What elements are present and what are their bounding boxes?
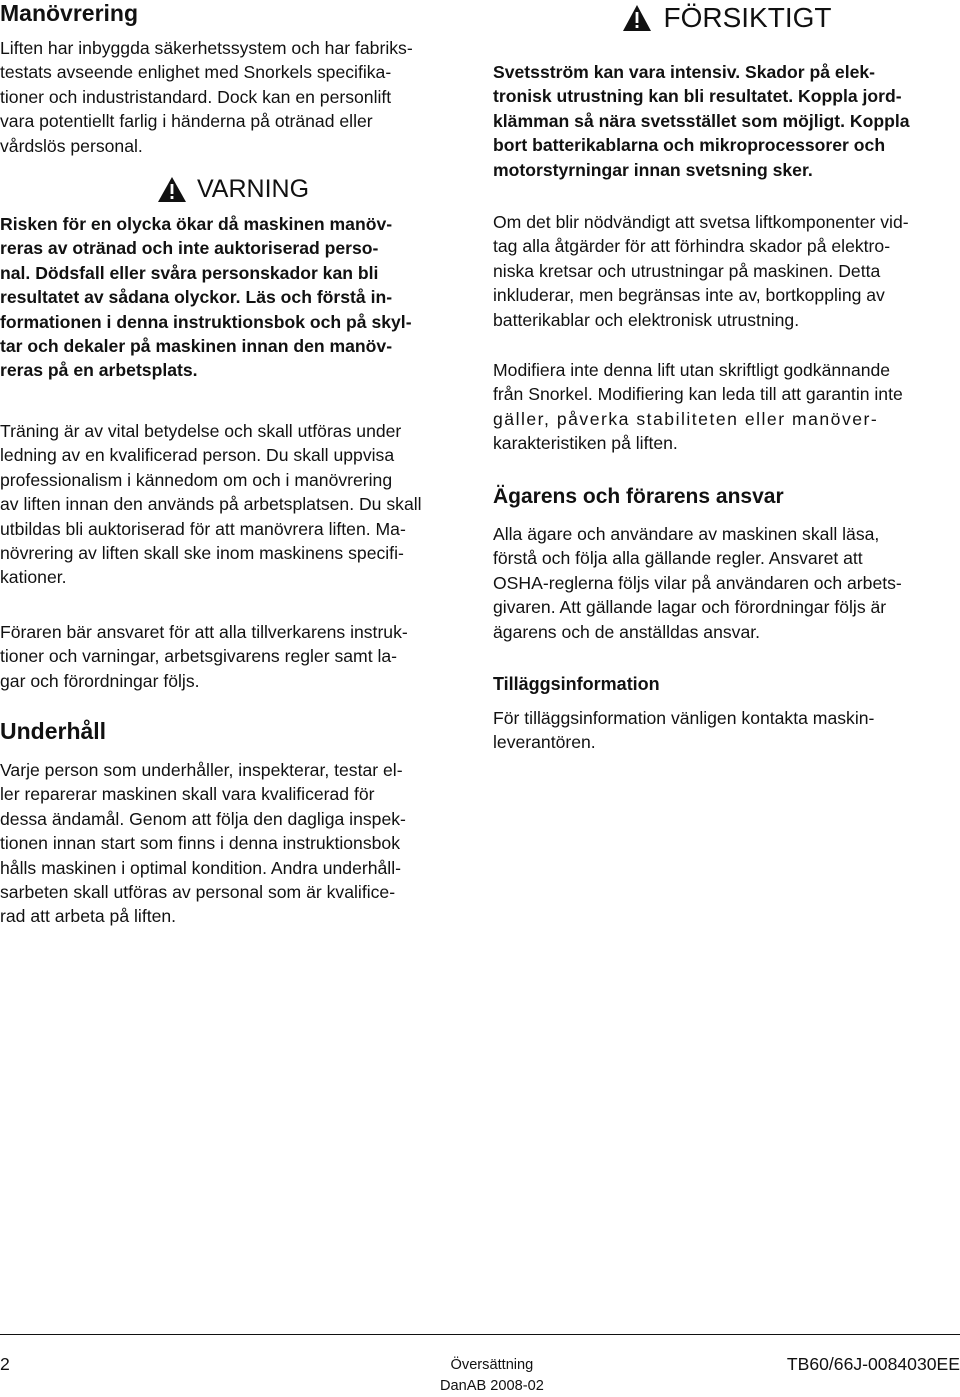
text-line: professionalism i kännedom om och i manövrering — [0, 469, 393, 490]
text-line: ler reparerar maskinen skall vara kvalificerad för — [0, 784, 375, 805]
text-line: utbildas bli auktoriserad för att manövrera liften. Ma- — [0, 518, 406, 539]
text-line: batterikablar och elektronisk utrustning. — [493, 309, 800, 330]
footer-translation-info — [440, 1355, 544, 1397]
intro-paragraph — [0, 36, 466, 158]
doc-code: TB60/66J-0084030EE — [786, 1354, 960, 1374]
text-line: från Snorkel. Modifiering kan leda till att garantin inte — [493, 384, 903, 405]
owner-paragraph — [493, 522, 960, 644]
footer-translator: DanAB 2008-02 — [440, 1378, 544, 1394]
warning-triangle-icon — [157, 176, 187, 203]
text-line: dessa ändamål. Genom att följa den dagliga inspek- — [0, 808, 406, 829]
text-line: förstå och följa alla gällande regler. Ansvaret att — [493, 548, 863, 569]
warning-triangle-icon — [622, 4, 652, 32]
text-line: vara potentiellt farlig i händerna på otränad eller — [0, 111, 373, 132]
text-line: vårdslös personal. — [0, 135, 143, 156]
text-line: Varje person som underhåller, inspekterar, testar el- — [0, 760, 403, 780]
text-line: Modifiera inte denna lift utan skriftligt godkännande — [493, 360, 891, 380]
training-paragraph — [0, 419, 466, 590]
text-line: givaren. Att gällande lagar och förordningar följs är — [493, 597, 887, 618]
text-line: tronisk utrustning kan bli resultatet. Koppla jord- — [493, 86, 902, 107]
text-line: hålls maskinen i optimal kondition. Andra underhåll- — [0, 857, 401, 878]
text-line: Träning är av vital betydelse och skall utföras under — [0, 421, 402, 441]
footer-translation: Översättning — [450, 1357, 534, 1373]
text-line: För tilläggsinformation vänligen kontakta maskin- — [493, 708, 875, 728]
text-line: ägarens och de anställdas ansvar. — [493, 621, 761, 642]
text-line: testats avseende enlighet med Snorkels specifika- — [0, 62, 392, 83]
text-line: rad att arbeta på liften. — [0, 906, 177, 927]
text-line: formationen i denna instruktionsbok och på skyl- — [0, 311, 412, 332]
warning-title: VARNING — [196, 175, 310, 203]
section-title-manovrering: Manövrering — [0, 0, 139, 26]
page-number: 2 — [0, 1354, 10, 1374]
text-line: tionen innan start som finns i denna instruktionsbok — [0, 833, 401, 854]
text-line: leverantören. — [493, 732, 596, 753]
text-line: bort batterikablarna och mikroprocessorer och — [493, 135, 886, 156]
warning-paragraph — [0, 212, 466, 383]
driver-paragraph — [0, 620, 466, 693]
text-line: tar och dekaler på maskinen innan den manöv- — [0, 336, 393, 357]
text-line: Om det blir nödvändigt att svetsa liftkomponenter vid- — [493, 212, 909, 232]
caution-paragraph — [493, 60, 960, 182]
caution-header — [493, 2, 960, 34]
text-line: inkluderar, men begränsas inte av, bortkoppling av — [493, 285, 885, 306]
caution-title: FÖRSIKTIGT — [663, 2, 832, 33]
maintenance-paragraph — [0, 758, 466, 929]
modify-paragraph — [493, 358, 960, 456]
text-line: Föraren bär ansvaret för att alla tillverkarens instruk- — [0, 622, 408, 642]
text-line: tag alla åtgärder för att förhindra skador på elektro- — [493, 236, 891, 257]
text-line: reras på en arbetsplats. — [0, 360, 198, 381]
text-line: reras av otränad och inte auktoriserad perso- — [0, 238, 379, 259]
footer-divider — [0, 1334, 960, 1335]
section-title-tillaggsinformation: Tilläggsinformation — [493, 674, 660, 694]
text-line: tioner och industristandard. Dock kan en personlift — [0, 86, 392, 107]
text-line: ledning av en kvalificerad person. Du skall uppvisa — [0, 445, 395, 466]
text-line: Alla ägare och användare av maskinen skall läsa, — [493, 524, 880, 544]
section-title-underhall: Underhåll — [0, 718, 107, 744]
text-line: Risken för en olycka ökar då maskinen manöv- — [0, 214, 393, 234]
text-line: tioner och varningar, arbetsgivarens regler samt la- — [0, 646, 398, 667]
text-line: OSHA-reglerna följs vilar på användaren och arbets- — [493, 572, 902, 593]
text-line: sarbeten skall utföras av personal som är kvalifice- — [0, 882, 396, 903]
text-line: gäller, påverka stabiliteten eller manöver- — [493, 408, 879, 429]
text-line: resultatet av sådana olyckor. Läs och förstå in- — [0, 287, 393, 308]
text-line: niska kretsar och utrustningar på maskinen. Detta — [493, 260, 881, 281]
text-line: Liften har inbyggda säkerhetssystem och har fabriks- — [0, 38, 413, 58]
text-line: nal. Dödsfall eller svåra personskador kan bli — [0, 262, 379, 283]
text-line: növrering av liften skall ske inom maskinens specifi- — [0, 543, 404, 564]
text-line: klämman så nära svetsstället som möjligt. Koppla — [493, 110, 910, 131]
text-line: av liften innan den används på arbetsplatsen. Du skall — [0, 494, 422, 515]
extra-paragraph — [493, 706, 960, 755]
text-line: karakteristiken på liften. — [493, 433, 678, 454]
welding-paragraph — [493, 210, 960, 332]
section-title-agarens-ansvar: Ägarens och förarens ansvar — [493, 485, 784, 508]
text-line: Svetsström kan vara intensiv. Skador på elek- — [493, 62, 876, 82]
warning-header — [0, 174, 466, 204]
text-line: motorstyrningar innan svetsning sker. — [493, 159, 813, 180]
text-line: kationer. — [0, 567, 67, 588]
text-line: gar och förordningar följs. — [0, 670, 200, 691]
